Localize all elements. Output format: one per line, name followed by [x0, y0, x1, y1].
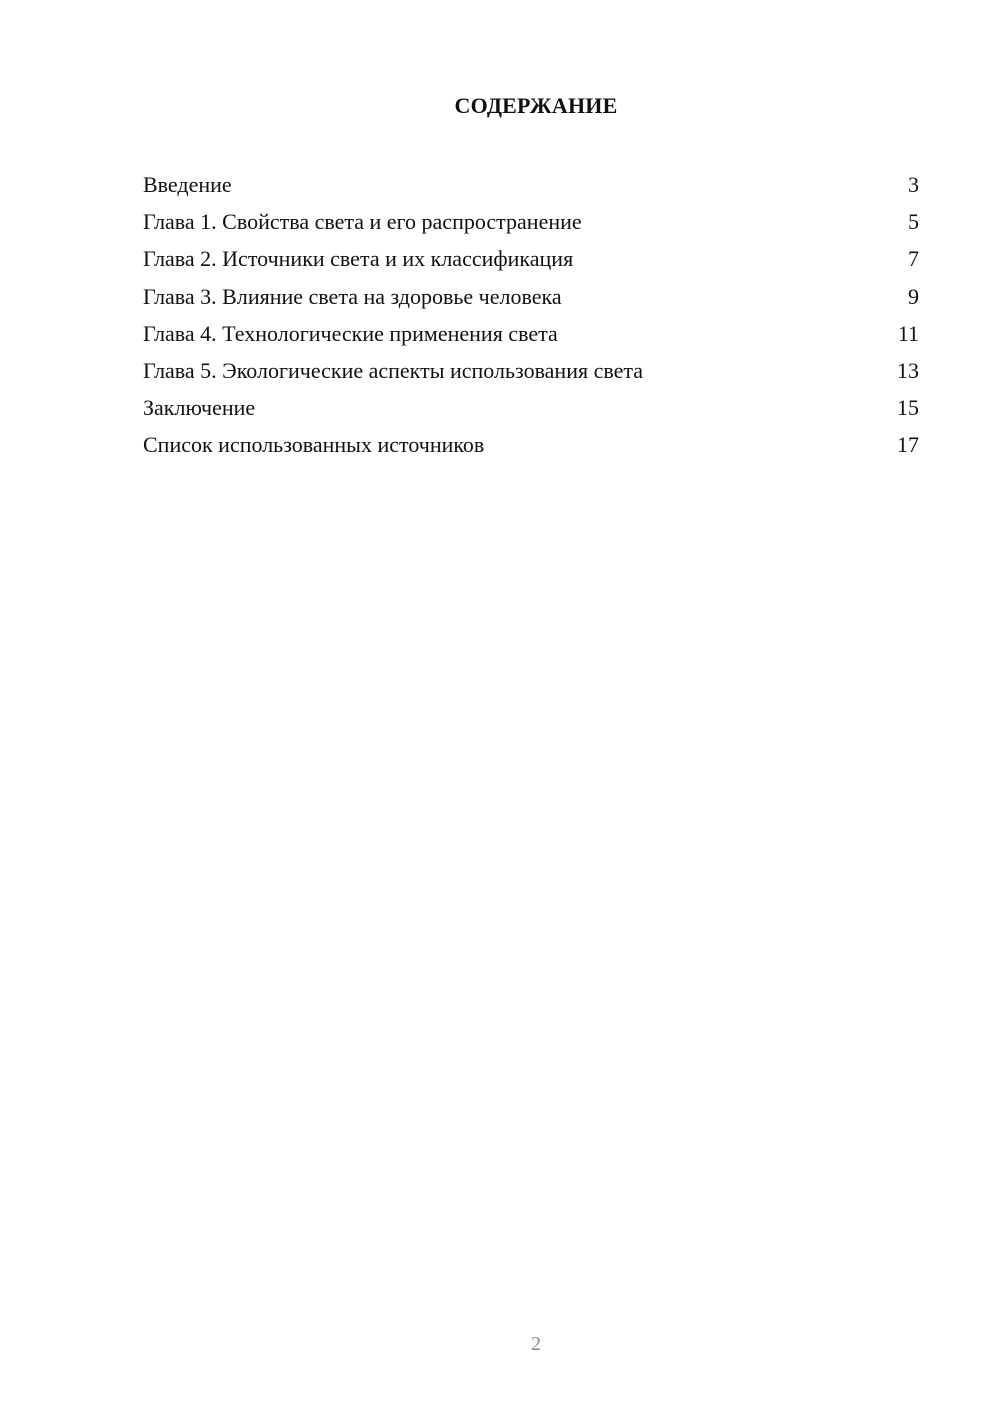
toc-entry-label: Введение	[143, 172, 232, 197]
toc-entry-label: Глава 3. Влияние света на здоровье человека	[143, 283, 562, 309]
toc-entry-page: 7	[908, 246, 919, 272]
toc-entry-label: Глава 5. Экологические аспекты использования света	[143, 357, 644, 383]
toc-entry-page: 13	[897, 357, 919, 383]
toc-entry-page: 17	[897, 432, 919, 458]
toc-entry-label: Заключение	[143, 395, 256, 421]
table-of-contents	[143, 170, 919, 468]
toc-entry-page: 9	[908, 283, 919, 309]
toc-entry	[143, 207, 919, 244]
page-title: СОДЕРЖАНИЕ	[454, 93, 618, 118]
toc-entry-label: Глава 4. Технологические применения света	[143, 320, 558, 346]
toc-entry-label: Глава 1. Свойства света и его распространение	[143, 209, 582, 235]
toc-entry	[143, 244, 919, 281]
toc-entry	[143, 170, 919, 207]
toc-entry-page: 3	[908, 172, 919, 197]
toc-entry-page: 11	[897, 320, 919, 346]
toc-entry-page: 5	[908, 209, 919, 235]
toc-entry-label: Список использованных источников	[143, 432, 485, 458]
toc-entry	[143, 282, 919, 319]
toc-entry	[143, 430, 919, 467]
toc-entry-label: Глава 2. Источники света и их классификация	[143, 246, 574, 272]
page-number: 2	[531, 1333, 541, 1355]
toc-entry	[143, 356, 919, 393]
toc-entry-page: 15	[897, 395, 919, 421]
toc-entry	[143, 319, 919, 356]
toc-entry	[143, 393, 919, 430]
